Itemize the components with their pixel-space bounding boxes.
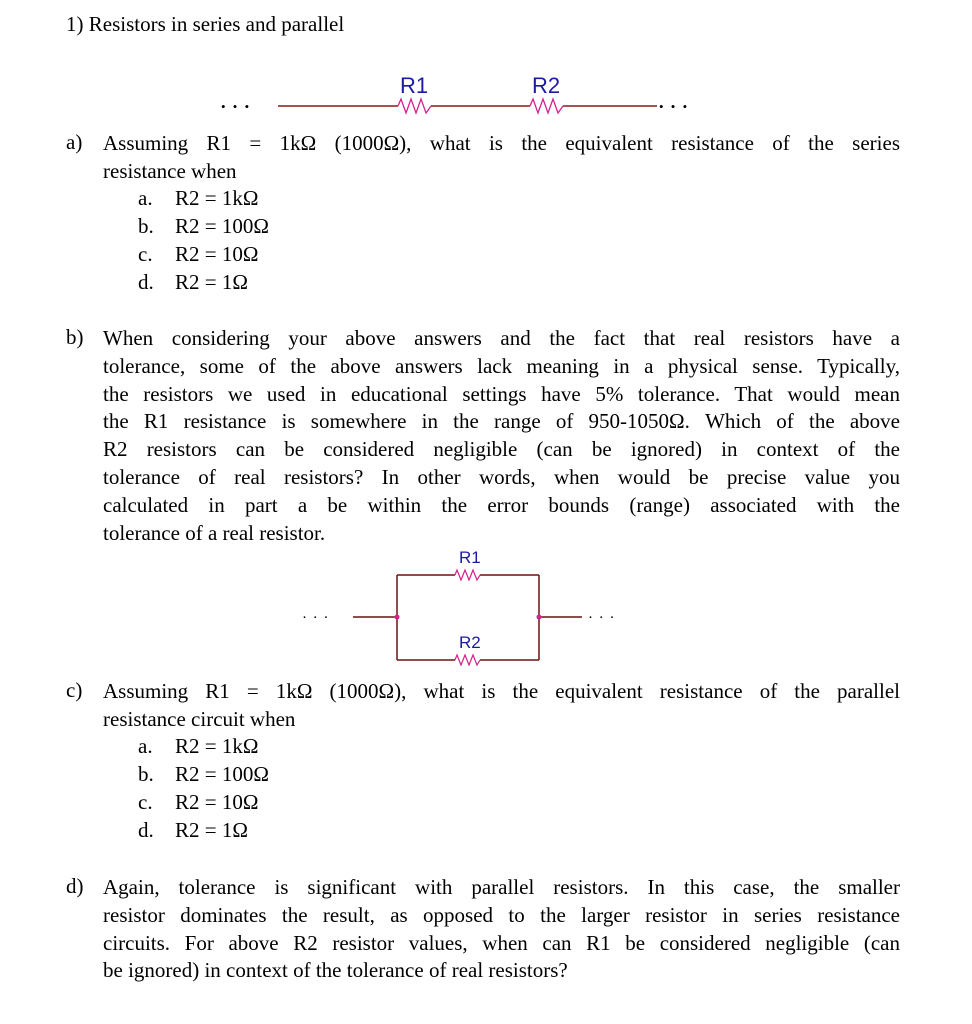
part-b-line-4: the R1 resistance is somewhere in the range of 950-1050Ω. Which of the above: [103, 409, 900, 434]
parallel-r1-label: R1: [459, 548, 481, 567]
parallel-r2-label: R2: [459, 633, 481, 652]
part-c-item-a: a. R2 = 1kΩ: [138, 734, 259, 758]
part-a-item-b: b. R2 = 100Ω: [138, 214, 269, 238]
part-a-question: [103, 130, 900, 186]
part-b-question: [103, 325, 900, 547]
part-d-line-4: be ignored) in context of the tolerance of real resistors?: [103, 958, 568, 983]
part-d-letter: d): [66, 874, 84, 898]
part-c-line-2: resistance circuit when: [103, 706, 296, 731]
part-a-item-c: c. R2 = 10Ω: [138, 242, 259, 266]
part-a-line-1: Assuming R1 = 1kΩ (1000Ω), what is the equivalent resistance of the series: [103, 131, 900, 155]
part-c-item-b: b. R2 = 100Ω: [138, 762, 269, 786]
part-a-line-2: resistance when: [103, 158, 237, 183]
series-ellipsis-right: • • •: [659, 99, 690, 114]
series-ellipsis-left: • • •: [221, 99, 252, 114]
section-heading: 1) Resistors in series and parallel: [66, 12, 345, 36]
part-b-line-3: the resistors we used in educational settings have 5% tolerance. That would mean: [103, 381, 900, 406]
part-a-item-d: d. R2 = 1Ω: [138, 270, 248, 294]
part-d-line-3: circuits. For above R2 resistor values, when can R1 be considered negligible (can: [103, 930, 900, 955]
part-d-question: [103, 874, 900, 985]
part-b-line-2: tolerance, some of the above answers lack meaning in a physical sense. Typically,: [103, 353, 900, 378]
part-b-line-5: R2 resistors can be considered negligible (can be ignored) in context of the: [103, 437, 900, 462]
series-resistor-r1: [398, 99, 431, 113]
part-b-line-6: tolerance of real resistors? In other words, when would be precise value you: [103, 464, 900, 489]
part-b-line-8: tolerance of a real resistor.: [103, 520, 326, 545]
part-b-letter: b): [66, 325, 84, 349]
parallel-resistor-r2: [455, 655, 480, 665]
part-c-item-d: d. R2 = 1Ω: [138, 818, 248, 842]
part-a-letter: a): [66, 130, 83, 154]
series-resistor-r2: [530, 99, 563, 113]
parallel-node-right: [537, 615, 542, 620]
parallel-ellipsis-right: · · ·: [588, 610, 616, 626]
part-a-item-a: a. R2 = 1kΩ: [138, 186, 259, 210]
part-c-question: [103, 678, 900, 734]
series-r2-label: R2: [532, 73, 561, 98]
part-b-line-1: When considering your above answers and the fact that real resistors have a: [103, 326, 900, 350]
series-r1-label: R1: [400, 73, 429, 98]
part-d-line-1: Again, tolerance is significant with parallel resistors. In this case, the smaller: [103, 875, 900, 899]
parallel-ellipsis-left: · · ·: [302, 610, 330, 626]
parallel-resistor-r1: [455, 570, 480, 580]
part-c-item-c: c. R2 = 10Ω: [138, 790, 259, 814]
part-d-line-2: resistor dominates the result, as opposed to the larger resistor in series resistance: [103, 902, 900, 927]
series-circuit: [278, 99, 657, 113]
part-b-line-7: calculated in part a be within the error bounds (range) associated with the: [103, 492, 900, 517]
parallel-node-left: [395, 615, 400, 620]
part-c-line-1: Assuming R1 = 1kΩ (1000Ω), what is the equivalent resistance of the parallel: [103, 679, 900, 703]
part-c-letter: c): [66, 678, 83, 702]
